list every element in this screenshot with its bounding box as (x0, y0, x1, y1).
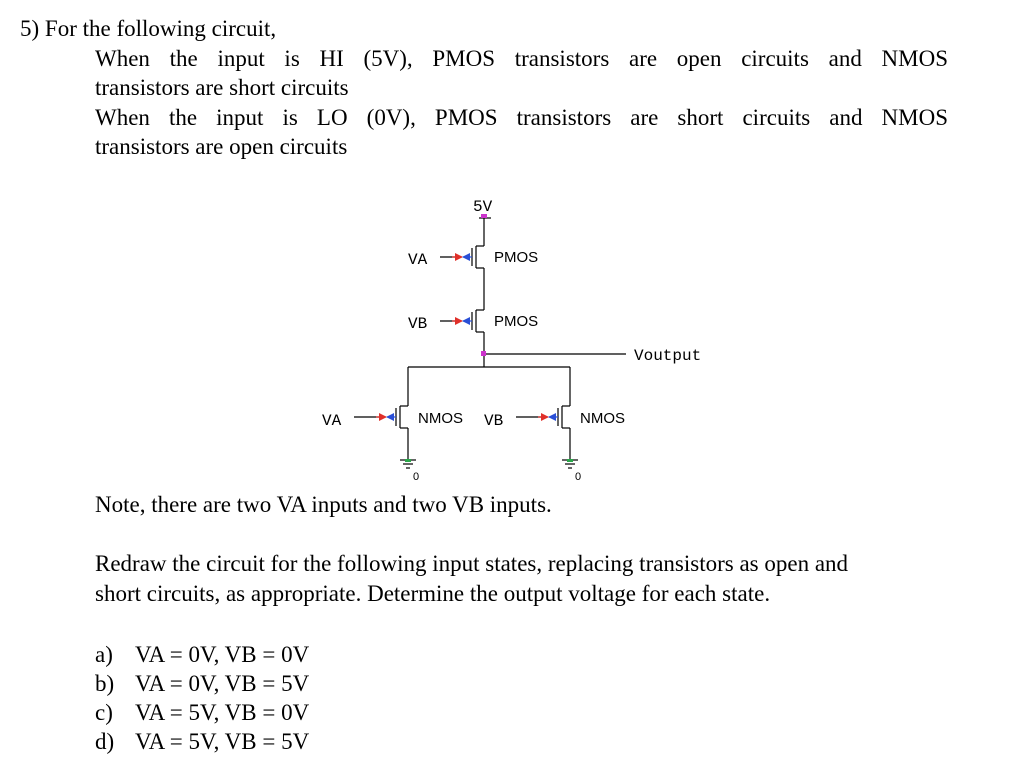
pmos2-gate-label: VB (408, 315, 428, 333)
case-a-text: VA = 0V, VB = 0V (135, 642, 310, 667)
problem-line-1a: When the input is HI (5V), PMOS transistors are open circuits and NMOS (95, 46, 948, 71)
problem-heading: 5) For the following circuit, (20, 16, 277, 41)
output-label: Voutput (634, 347, 702, 365)
instruction-line-a: Redraw the circuit for the following input states, replacing transistors as open and (95, 551, 849, 576)
case-a (95, 640, 309, 669)
nmos2-label: NMOS (580, 410, 625, 427)
problem-line-2a: When the input is LO (0V), PMOS transistors are short circuits and NMOS (95, 105, 948, 130)
ground1-label: 0 (413, 471, 420, 483)
case-c-label: c) (95, 700, 113, 725)
ground-node-1 (405, 459, 411, 462)
instruction-line-b: short circuits, as appropriate. Determine the output voltage for each state. (95, 581, 771, 606)
output-node (481, 351, 486, 356)
ground2-label: 0 (575, 471, 582, 483)
pmos1-label: PMOS (494, 249, 539, 266)
case-b (95, 669, 309, 698)
case-a-label: a) (95, 642, 113, 667)
gate-inputs (354, 257, 558, 417)
nmos1-gate-label: VA (322, 412, 342, 430)
nmos1-label: NMOS (418, 410, 463, 427)
case-c-text: VA = 5V, VB = 0V (135, 700, 310, 725)
case-d-text: VA = 5V, VB = 5V (135, 729, 310, 754)
note-text: Note, there are two VA inputs and two VB inputs. (95, 492, 552, 517)
problem-line-1b: transistors are short circuits (95, 75, 349, 100)
ground-node-2 (567, 459, 573, 462)
case-d (95, 727, 309, 756)
case-b-text: VA = 0V, VB = 5V (135, 671, 310, 696)
case-b-label: b) (95, 671, 115, 696)
nmos2-gate-label: VB (484, 412, 504, 430)
supply-label: 5V (473, 198, 493, 216)
pmos2-label: PMOS (494, 313, 539, 330)
problem-line-2b: transistors are open circuits (95, 134, 348, 159)
case-d-label: d) (95, 729, 115, 754)
pmos1-gate-label: VA (408, 251, 428, 269)
case-c (95, 698, 309, 727)
